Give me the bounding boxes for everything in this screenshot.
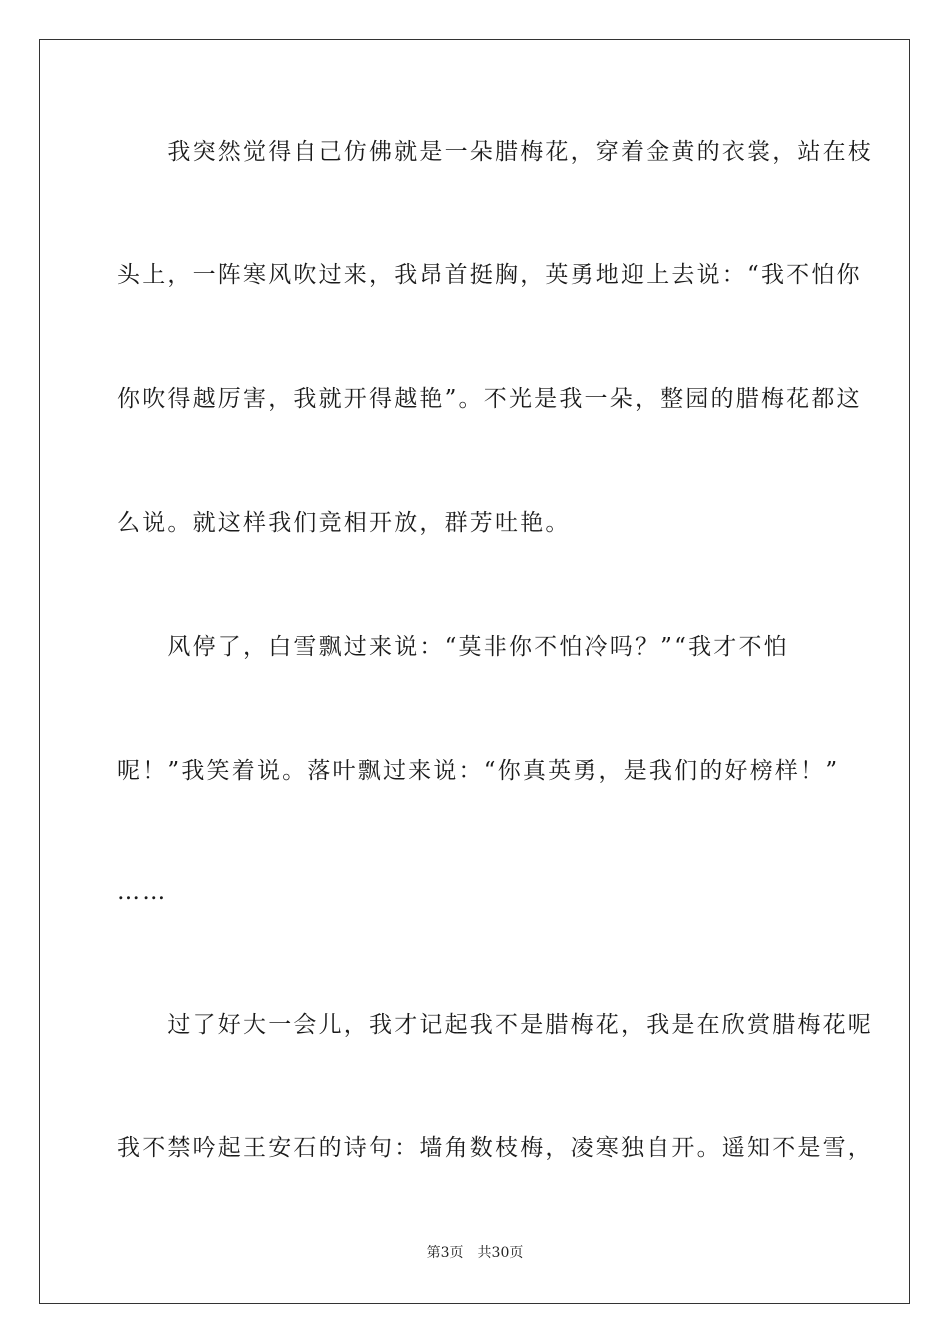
page-number-current: 第3页 (426, 1245, 464, 1261)
text-line-3: 你吹得越厉害，我就开得越艳”。不光是我一朵，整园的腊梅花都这 (117, 386, 862, 412)
text-line-1: 我突然觉得自己仿佛就是一朵腊梅花，穿着金黄的衣裳，站在枝 (117, 139, 873, 165)
text-line-7: …… (117, 879, 168, 905)
text-line-5: 风停了，白雪飘过来说：“莫非你不怕冷吗？”“我才不怕 (117, 634, 789, 660)
page-border (39, 39, 910, 1304)
text-line-6: 呢！”我笑着说。落叶飘过来说：“你真英勇，是我们的好榜样！” (117, 758, 840, 784)
page-number-total: 共30页 (477, 1245, 524, 1261)
page-footer (0, 1243, 950, 1263)
text-line-2: 头上，一阵寒风吹过来，我昂首挺胸，英勇地迎上去说：“我不怕你 (117, 262, 862, 288)
text-line-9: 我不禁吟起王安石的诗句：墙角数枝梅，凌寒独自开。遥知不是雪， (117, 1135, 873, 1161)
text-line-4: 么说。就这样我们竞相开放，群芳吐艳。 (117, 510, 571, 536)
text-line-8: 过了好大一会儿，我才记起我不是腊梅花，我是在欣赏腊梅花呢 (117, 1012, 873, 1038)
